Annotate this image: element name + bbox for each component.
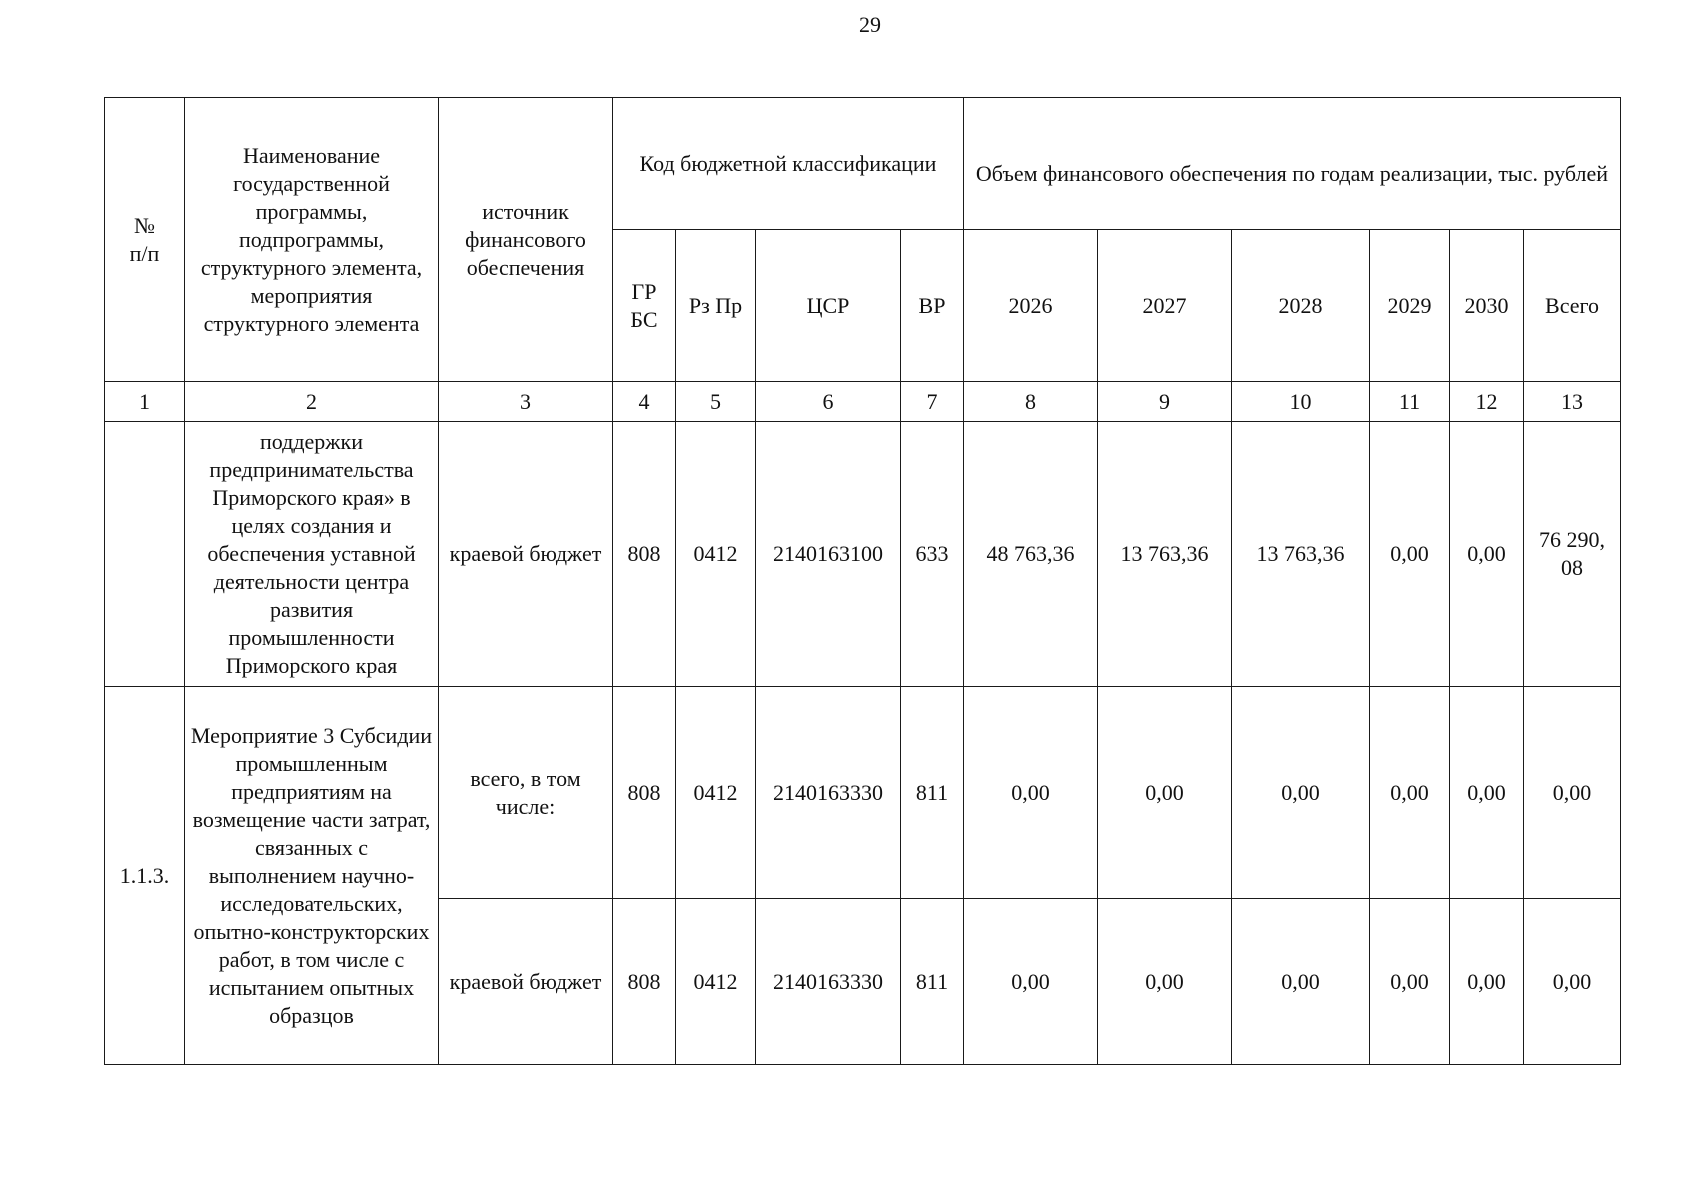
row-csr: 2140163330 — [756, 899, 901, 1065]
budget-table — [104, 97, 1621, 1065]
row-name: Мероприятие 3 Субсидии промышленным предприятиям на возмещение части затрат, связанных с выполнением научно-исследовательских, опытно-конструкторских работ, в том числе с испытанием опытных образцов — [185, 687, 439, 1065]
page-number: 29 — [859, 12, 881, 37]
row-2030: 0,00 — [1450, 899, 1524, 1065]
row-2027: 0,00 — [1098, 687, 1232, 899]
header-2026: 2026 — [964, 230, 1098, 382]
column-number-row — [105, 382, 1621, 422]
row-2029: 0,00 — [1370, 422, 1450, 687]
header-name: Наименование государственной программы, подпрограммы, структурного элемента, мероприятия структурного элемента — [185, 98, 439, 382]
row-2028: 13 763,36 — [1232, 422, 1370, 687]
row-2030: 0,00 — [1450, 687, 1524, 899]
row-2028: 0,00 — [1232, 687, 1370, 899]
header-vr: ВР — [901, 230, 964, 382]
row-grbs: 808 — [613, 899, 676, 1065]
row-2026: 0,00 — [964, 899, 1098, 1065]
header-budget-code: Код бюджетной классификации — [613, 98, 964, 230]
row-num: 1.1.3. — [105, 687, 185, 1065]
row-2027: 0,00 — [1098, 899, 1232, 1065]
header-total: Всего — [1524, 230, 1621, 382]
table-row — [105, 422, 1621, 687]
row-csr: 2140163100 — [756, 422, 901, 687]
column-number: 3 — [439, 382, 613, 422]
row-rzpr: 0412 — [676, 687, 756, 899]
row-total: 0,00 — [1524, 687, 1621, 899]
column-number: 9 — [1098, 382, 1232, 422]
header-2028: 2028 — [1232, 230, 1370, 382]
column-number: 4 — [613, 382, 676, 422]
header-csr: ЦСР — [756, 230, 901, 382]
header-num: № п/п — [105, 98, 185, 382]
column-number: 11 — [1370, 382, 1450, 422]
column-number: 5 — [676, 382, 756, 422]
row-name: поддержки предпринимательства Приморского края» в целях создания и обеспечения уставной деятельности центра развития промышленности Приморского края — [185, 422, 439, 687]
row-2026: 0,00 — [964, 687, 1098, 899]
row-grbs: 808 — [613, 687, 676, 899]
row-vr: 633 — [901, 422, 964, 687]
table-row — [105, 687, 1621, 899]
row-2028: 0,00 — [1232, 899, 1370, 1065]
column-number: 12 — [1450, 382, 1524, 422]
header-volume: Объем финансового обеспечения по годам реализации, тыс. рублей — [964, 98, 1621, 230]
row-2029: 0,00 — [1370, 687, 1450, 899]
row-rzpr: 0412 — [676, 899, 756, 1065]
row-num — [105, 422, 185, 687]
row-rzpr: 0412 — [676, 422, 756, 687]
column-number: 8 — [964, 382, 1098, 422]
row-source: краевой бюджет — [439, 422, 613, 687]
row-2026: 48 763,36 — [964, 422, 1098, 687]
row-vr: 811 — [901, 899, 964, 1065]
row-source: всего, в том числе: — [439, 687, 613, 899]
column-number: 2 — [185, 382, 439, 422]
header-2027: 2027 — [1098, 230, 1232, 382]
row-csr: 2140163330 — [756, 687, 901, 899]
header-source: источник финансового обеспечения — [439, 98, 613, 382]
row-vr: 811 — [901, 687, 964, 899]
row-total: 0,00 — [1524, 899, 1621, 1065]
row-2029: 0,00 — [1370, 899, 1450, 1065]
header-2029: 2029 — [1370, 230, 1450, 382]
row-grbs: 808 — [613, 422, 676, 687]
header-2030: 2030 — [1450, 230, 1524, 382]
column-number: 10 — [1232, 382, 1370, 422]
column-number: 1 — [105, 382, 185, 422]
column-number: 7 — [901, 382, 964, 422]
row-total: 76 290, 08 — [1524, 422, 1621, 687]
header-rzpr: Рз Пр — [676, 230, 756, 382]
column-number: 6 — [756, 382, 901, 422]
column-number: 13 — [1524, 382, 1621, 422]
row-2030: 0,00 — [1450, 422, 1524, 687]
header-row-1 — [105, 98, 1621, 230]
header-grbs: ГР БС — [613, 230, 676, 382]
row-source: краевой бюджет — [439, 899, 613, 1065]
row-2027: 13 763,36 — [1098, 422, 1232, 687]
